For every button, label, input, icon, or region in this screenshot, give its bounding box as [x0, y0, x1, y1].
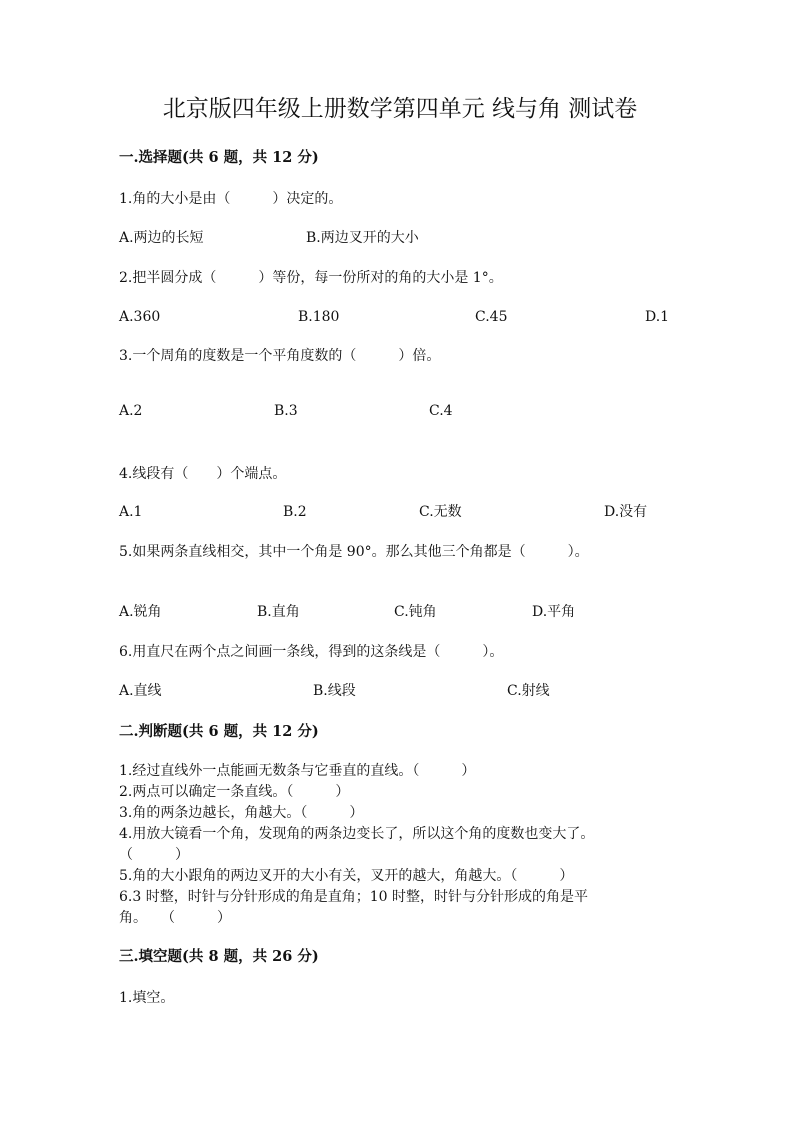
question-5-option-d: D.平角 [532, 604, 576, 620]
question-4-option-a: A.1 [119, 504, 143, 520]
question-6-option-a: A.直线 [119, 683, 162, 699]
question-5-option-c: C.钝角 [394, 604, 437, 620]
question-6-option-c: C.射线 [507, 683, 550, 699]
question-1-stem: 1.角的大小是由（ ）决定的。 [119, 191, 343, 207]
question-4-option-b: B.2 [283, 504, 307, 520]
question-3-option-a: A.2 [119, 403, 143, 419]
question-2-option-d: D.1 [645, 309, 670, 325]
question-3-stem: 3.一个周角的度数是一个平角度数的（ ）倍。 [119, 348, 441, 364]
question-4-option-c: C.无数 [419, 504, 462, 520]
section-heading-choice: 一.选择题(共 6 题，共 12 分) [119, 149, 319, 166]
question-2-option-c: C.45 [475, 309, 508, 325]
question-5-option-a: A.锐角 [119, 604, 162, 620]
question-5-stem: 5.如果两条直线相交，其中一个角是 90°。那么其他三个角都是（ ）。 [119, 544, 589, 560]
judgement-line-6: 6.3 时整，时针与分针形成的角是直角；10 时整，时针与分针形成的角是平 [119, 889, 588, 905]
question-3-option-b: B.3 [274, 403, 298, 419]
section-heading-judgement: 二.判断题(共 6 题，共 12 分) [119, 723, 319, 740]
fill-question-1-stem: 1.填空。 [119, 990, 175, 1006]
judgement-line-5: 5.角的大小跟角的两边叉开的大小有关，叉开的越大，角越大。（ ） [119, 868, 574, 884]
question-3-option-c: C.4 [429, 403, 453, 419]
judgement-line-4-bracket: （ ） [119, 847, 189, 863]
judgement-line-2: 2.两点可以确定一条直线。（ ） [119, 784, 350, 800]
question-1-option-b: B.两边叉开的大小 [306, 230, 419, 246]
section-heading-fill-blank: 三.填空题(共 8 题，共 26 分) [119, 948, 319, 965]
question-2-option-b: B.180 [298, 309, 340, 325]
judgement-line-3: 3.角的两条边越长，角越大。（ ） [119, 805, 364, 821]
question-1-option-a: A.两边的长短 [119, 230, 204, 246]
judgement-line-6-continued: 角。 （ ） [119, 910, 231, 926]
judgement-line-4: 4.用放大镜看一个角，发现角的两条边变长了，所以这个角的度数也变大了。 [119, 826, 595, 842]
question-2-stem: 2.把半圆分成（ ）等份，每一份所对的角的大小是 1°。 [119, 270, 503, 286]
question-2-option-a: A.360 [119, 309, 161, 325]
judgement-line-1: 1.经过直线外一点能画无数条与它垂直的直线。（ ） [119, 763, 476, 779]
question-6-stem: 6.用直尺在两个点之间画一条线，得到的这条线是（ ）。 [119, 644, 504, 660]
page-title: 北京版四年级上册数学第四单元 线与角 测试卷 [162, 96, 638, 122]
question-6-option-b: B.线段 [313, 683, 356, 699]
question-4-stem: 4.线段有（ ）个端点。 [119, 466, 287, 482]
question-4-option-d: D.没有 [604, 504, 648, 520]
question-5-option-b: B.直角 [257, 604, 300, 620]
